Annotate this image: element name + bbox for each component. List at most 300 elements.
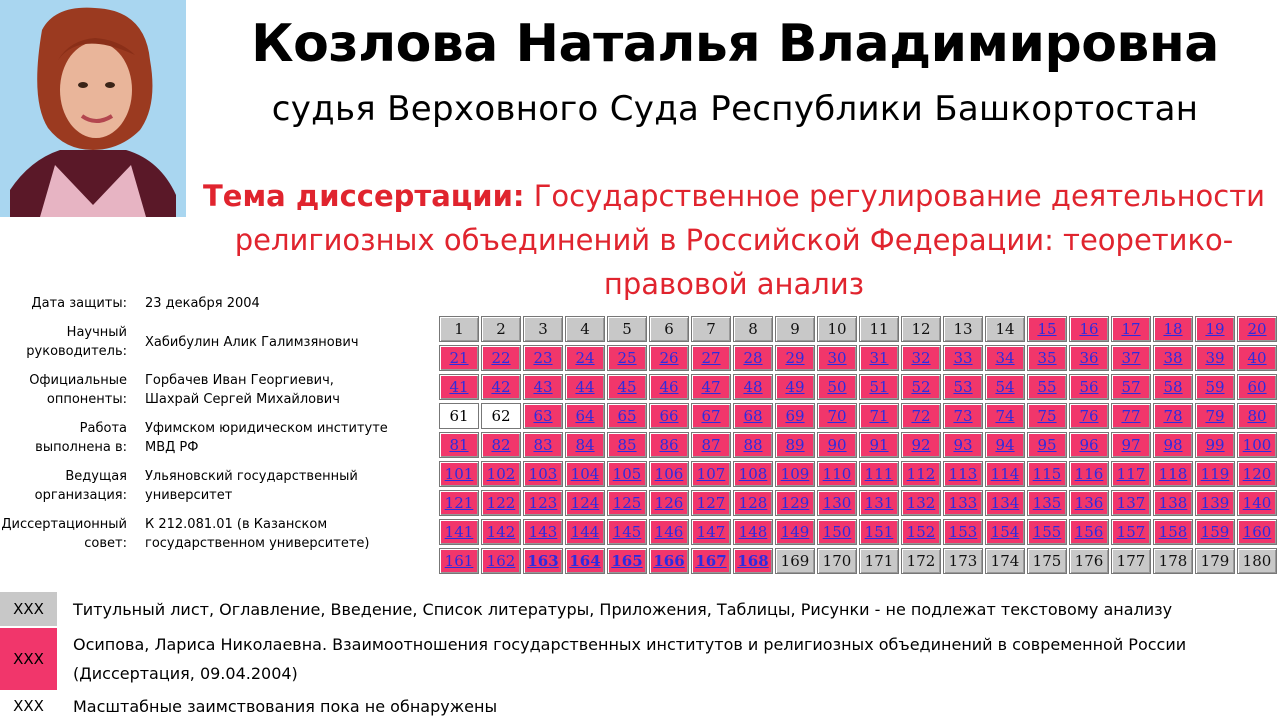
page-number: 95 (1037, 436, 1057, 454)
page-number: 86 (659, 436, 679, 454)
page-number: 69 (785, 407, 805, 425)
page-number: 168 (737, 552, 769, 570)
page-cell-16[interactable] (1069, 316, 1109, 342)
page-cell-157[interactable] (1111, 519, 1151, 545)
page-cell-103[interactable] (523, 461, 563, 487)
page-number: 7 (706, 320, 716, 338)
page-cell-46[interactable] (649, 374, 689, 400)
page-number: 133 (948, 494, 978, 512)
page-cell-115[interactable] (1027, 461, 1067, 487)
page-number: 91 (869, 436, 889, 454)
page-number: 97 (1121, 436, 1141, 454)
page-number: 23 (533, 349, 553, 367)
page-number: 6 (664, 320, 674, 338)
page-cell-72[interactable] (901, 403, 941, 429)
info-row-council (0, 510, 436, 558)
page-number: 113 (948, 465, 978, 483)
page-cell-79[interactable] (1195, 403, 1235, 429)
page-number: 35 (1037, 349, 1057, 367)
page-cell-60[interactable] (1237, 374, 1277, 400)
page-cell-40[interactable] (1237, 345, 1277, 371)
page-cell-45[interactable] (607, 374, 647, 400)
page-number: 99 (1205, 436, 1225, 454)
page-cell-149[interactable] (775, 519, 815, 545)
info-value: Ульяновский государственный университет (145, 469, 358, 503)
page-number: 110 (822, 465, 852, 483)
page-cell-150[interactable] (817, 519, 857, 545)
legend-row-source (0, 628, 1263, 690)
page-cell-30[interactable] (817, 345, 857, 371)
page-cell-108[interactable] (733, 461, 773, 487)
info-value: 23 декабря 2004 (145, 295, 260, 311)
page-number: 2 (496, 320, 506, 338)
page-cell-124[interactable] (565, 490, 605, 516)
page-number: 87 (701, 436, 721, 454)
page-number: 123 (528, 494, 558, 512)
page-number: 88 (743, 436, 763, 454)
page-number: 34 (995, 349, 1015, 367)
page-cell-140[interactable] (1237, 490, 1277, 516)
page-cell-159[interactable] (1195, 519, 1235, 545)
page-cell-54[interactable] (985, 374, 1025, 400)
page-number: 137 (1116, 494, 1146, 512)
page-cell-33[interactable] (943, 345, 983, 371)
page-cell-126[interactable] (649, 490, 689, 516)
page-cell-98[interactable] (1153, 432, 1193, 458)
page-cell-88[interactable] (733, 432, 773, 458)
page-cell-35[interactable] (1027, 345, 1067, 371)
page-number: 85 (617, 436, 637, 454)
page-cell-84[interactable] (565, 432, 605, 458)
page-number: 4 (580, 320, 590, 338)
page-cell-80[interactable] (1237, 403, 1277, 429)
page-cell-76[interactable] (1069, 403, 1109, 429)
page-cell-59[interactable] (1195, 374, 1235, 400)
page-number: 36 (1079, 349, 1099, 367)
page-number: 107 (696, 465, 726, 483)
page-number: 156 (1074, 523, 1104, 541)
page-number: 109 (780, 465, 810, 483)
page-cell-141[interactable] (439, 519, 479, 545)
page-cell-12 (901, 316, 941, 342)
page-cell-116[interactable] (1069, 461, 1109, 487)
page-cell-87[interactable] (691, 432, 731, 458)
page-cell-171 (859, 548, 899, 574)
page-cell-154[interactable] (985, 519, 1025, 545)
page-cell-92[interactable] (901, 432, 941, 458)
page-number: 75 (1037, 407, 1057, 425)
page-cell-172 (901, 548, 941, 574)
page-number: 149 (780, 523, 810, 541)
page-cell-18[interactable] (1153, 316, 1193, 342)
page-number: 111 (864, 465, 894, 483)
page-cell-128[interactable] (733, 490, 773, 516)
page-number: 148 (738, 523, 768, 541)
page-cell-78[interactable] (1153, 403, 1193, 429)
page-cell-65[interactable] (607, 403, 647, 429)
page-cell-144[interactable] (565, 519, 605, 545)
page-cell-137[interactable] (1111, 490, 1151, 516)
page-number: 21 (449, 349, 469, 367)
page-cell-94[interactable] (985, 432, 1025, 458)
page-cell-120[interactable] (1237, 461, 1277, 487)
page-number: 174 (990, 552, 1020, 570)
page-cell-42[interactable] (481, 374, 521, 400)
page-number: 46 (659, 378, 679, 396)
page-cell-34[interactable] (985, 345, 1025, 371)
dissertation-info (0, 288, 436, 558)
page-number: 175 (1032, 552, 1062, 570)
page-cell-96[interactable] (1069, 432, 1109, 458)
legend-swatch: XXX (0, 628, 57, 690)
page-cell-102[interactable] (481, 461, 521, 487)
page-number: 5 (622, 320, 632, 338)
page-number: 114 (990, 465, 1020, 483)
page-number: 146 (654, 523, 684, 541)
page-cell-163[interactable] (523, 548, 563, 574)
page-cell-175 (1027, 548, 1067, 574)
info-label: Работа выполнена в: (35, 421, 127, 455)
page-cell-19[interactable] (1195, 316, 1235, 342)
page-cell-86[interactable] (649, 432, 689, 458)
page-cell-153[interactable] (943, 519, 983, 545)
info-label: Ведущая организация: (34, 469, 127, 503)
page-number: 37 (1121, 349, 1141, 367)
page-number: 167 (695, 552, 727, 570)
page-number: 130 (822, 494, 852, 512)
page-number: 73 (953, 407, 973, 425)
page-cell-89[interactable] (775, 432, 815, 458)
page-cell-131[interactable] (859, 490, 899, 516)
page-number: 126 (654, 494, 684, 512)
page-cell-27[interactable] (691, 345, 731, 371)
page-number: 131 (864, 494, 894, 512)
page-cell-38[interactable] (1153, 345, 1193, 371)
page-cell-68[interactable] (733, 403, 773, 429)
page-cell-24[interactable] (565, 345, 605, 371)
page-number: 96 (1079, 436, 1099, 454)
page-cell-161[interactable] (439, 548, 479, 574)
page-cell-36[interactable] (1069, 345, 1109, 371)
page-cell-10 (817, 316, 857, 342)
page-number: 103 (528, 465, 558, 483)
page-number: 162 (486, 552, 516, 570)
legend-text: Титульный лист, Оглавление, Введение, Список литературы, Приложения, Таблицы, Рисунки - не подлежат текстовому анализу (73, 599, 1173, 619)
page-number: 105 (612, 465, 642, 483)
page-number: 18 (1163, 320, 1183, 338)
page-number: 60 (1247, 378, 1267, 396)
page-cell-151[interactable] (859, 519, 899, 545)
page-number: 125 (612, 494, 642, 512)
page-cell-69[interactable] (775, 403, 815, 429)
page-cell-143[interactable] (523, 519, 563, 545)
page-number: 31 (869, 349, 889, 367)
legend-text: Масштабные заимствования пока не обнаружены (73, 696, 498, 716)
page-cell-110[interactable] (817, 461, 857, 487)
page-cell-136[interactable] (1069, 490, 1109, 516)
page-cell-101[interactable] (439, 461, 479, 487)
page-number: 115 (1032, 465, 1062, 483)
page-cell-52[interactable] (901, 374, 941, 400)
page-number: 22 (491, 349, 511, 367)
page-number: 9 (790, 320, 800, 338)
page-number: 122 (486, 494, 516, 512)
page-number: 15 (1037, 320, 1057, 338)
page-cell-100[interactable] (1237, 432, 1277, 458)
page-cell-29[interactable] (775, 345, 815, 371)
page-cell-64[interactable] (565, 403, 605, 429)
page-number: 144 (570, 523, 600, 541)
page-cell-104[interactable] (565, 461, 605, 487)
page-cell-122[interactable] (481, 490, 521, 516)
page-cell-152[interactable] (901, 519, 941, 545)
page-number: 177 (1116, 552, 1146, 570)
page-number: 147 (696, 523, 726, 541)
page-number: 120 (1242, 465, 1272, 483)
page-cell-111[interactable] (859, 461, 899, 487)
page-number: 29 (785, 349, 805, 367)
dissertation-topic (198, 174, 1270, 306)
person-position: судья Верховного Суда Республики Башкортостан (271, 89, 1199, 129)
page-cell-32[interactable] (901, 345, 941, 371)
page-number: 129 (780, 494, 810, 512)
page-number: 104 (570, 465, 600, 483)
page-number: 72 (911, 407, 931, 425)
page-cell-5 (607, 316, 647, 342)
page-number: 43 (533, 378, 553, 396)
page-cell-113[interactable] (943, 461, 983, 487)
page-cell-25[interactable] (607, 345, 647, 371)
page-cell-138[interactable] (1153, 490, 1193, 516)
page-number: 26 (659, 349, 679, 367)
info-label: Диссертационный совет: (1, 517, 127, 551)
page-number: 136 (1074, 494, 1104, 512)
page-cell-176 (1069, 548, 1109, 574)
page-cell-63[interactable] (523, 403, 563, 429)
page-cell-17[interactable] (1111, 316, 1151, 342)
page-cell-57[interactable] (1111, 374, 1151, 400)
page-number: 70 (827, 407, 847, 425)
page-number: 61 (449, 407, 469, 425)
page-number: 132 (906, 494, 936, 512)
page-cell-85[interactable] (607, 432, 647, 458)
page-cell-75[interactable] (1027, 403, 1067, 429)
page-number: 172 (906, 552, 936, 570)
page-cell-139[interactable] (1195, 490, 1235, 516)
page-cell-155[interactable] (1027, 519, 1067, 545)
page-number: 101 (444, 465, 474, 483)
page-number: 89 (785, 436, 805, 454)
info-value: Хабибулин Алик Галимзянович (145, 334, 359, 350)
page-number: 42 (491, 378, 511, 396)
page-number: 39 (1205, 349, 1225, 367)
page-cell-147[interactable] (691, 519, 731, 545)
topic-text: Государственное регулирование деятельности религиозных объединений в Российской Федерации: теоретико-правовой анализ (234, 179, 1265, 301)
page-cell-82[interactable] (481, 432, 521, 458)
page-cell-145[interactable] (607, 519, 647, 545)
page-cell-121[interactable] (439, 490, 479, 516)
page-cell-55[interactable] (1027, 374, 1067, 400)
page-number: 19 (1205, 320, 1225, 338)
page-number: 121 (444, 494, 474, 512)
page-cell-118[interactable] (1153, 461, 1193, 487)
page-cell-56[interactable] (1069, 374, 1109, 400)
page-cell-99[interactable] (1195, 432, 1235, 458)
page-cell-164[interactable] (565, 548, 605, 574)
page-cell-106[interactable] (649, 461, 689, 487)
page-cell-156[interactable] (1069, 519, 1109, 545)
page-cell-26[interactable] (649, 345, 689, 371)
info-label: Официальные оппоненты: (29, 373, 127, 407)
page-cell-123[interactable] (523, 490, 563, 516)
page-number: 12 (911, 320, 931, 338)
page-cell-41[interactable] (439, 374, 479, 400)
page-number: 24 (575, 349, 595, 367)
page-cell-132[interactable] (901, 490, 941, 516)
page-cell-133[interactable] (943, 490, 983, 516)
page-number: 49 (785, 378, 805, 396)
page-cell-166[interactable] (649, 548, 689, 574)
topic-label: Тема диссертации: (203, 179, 525, 213)
page-cell-125[interactable] (607, 490, 647, 516)
page-cell-146[interactable] (649, 519, 689, 545)
page-number: 138 (1158, 494, 1188, 512)
page-cell-61 (439, 403, 479, 429)
page-cell-53[interactable] (943, 374, 983, 400)
page-number: 14 (995, 320, 1015, 338)
page-number: 48 (743, 378, 763, 396)
page-cell-114[interactable] (985, 461, 1025, 487)
page-cell-173 (943, 548, 983, 574)
page-cell-158[interactable] (1153, 519, 1193, 545)
page-cell-22[interactable] (481, 345, 521, 371)
page-number: 139 (1200, 494, 1230, 512)
page-cell-90[interactable] (817, 432, 857, 458)
page-number: 158 (1158, 523, 1188, 541)
page-number: 76 (1079, 407, 1099, 425)
page-cell-165[interactable] (607, 548, 647, 574)
page-cell-83[interactable] (523, 432, 563, 458)
page-number: 13 (953, 320, 973, 338)
page-number: 108 (738, 465, 768, 483)
page-number: 92 (911, 436, 931, 454)
page-number: 3 (538, 320, 548, 338)
page-cell-148[interactable] (733, 519, 773, 545)
page-cell-71[interactable] (859, 403, 899, 429)
page-number: 10 (827, 320, 847, 338)
page-number: 93 (953, 436, 973, 454)
page-cell-66[interactable] (649, 403, 689, 429)
page-cell-178 (1153, 548, 1193, 574)
page-cell-142[interactable] (481, 519, 521, 545)
page-number: 54 (995, 378, 1015, 396)
page-cell-130[interactable] (817, 490, 857, 516)
page-cell-44[interactable] (565, 374, 605, 400)
page-cell-167[interactable] (691, 548, 731, 574)
page-number: 98 (1163, 436, 1183, 454)
page-cell-9 (775, 316, 815, 342)
page-cell-97[interactable] (1111, 432, 1151, 458)
page-cell-177 (1111, 548, 1151, 574)
page-cell-48[interactable] (733, 374, 773, 400)
page-cell-160[interactable] (1237, 519, 1277, 545)
page-cell-135[interactable] (1027, 490, 1067, 516)
page-cell-74[interactable] (985, 403, 1025, 429)
page-number: 28 (743, 349, 763, 367)
page-number: 164 (569, 552, 601, 570)
page-cell-129[interactable] (775, 490, 815, 516)
legend-row-original (0, 693, 1263, 719)
page-cell-67[interactable] (691, 403, 731, 429)
page-cell-14 (985, 316, 1025, 342)
page-cell-49[interactable] (775, 374, 815, 400)
page-cell-37[interactable] (1111, 345, 1151, 371)
info-row-leading-org (0, 462, 436, 510)
page-number: 64 (575, 407, 595, 425)
page-cell-107[interactable] (691, 461, 731, 487)
page-number: 78 (1163, 407, 1183, 425)
page-cell-51[interactable] (859, 374, 899, 400)
page-cell-117[interactable] (1111, 461, 1151, 487)
page-cell-23[interactable] (523, 345, 563, 371)
page-number: 180 (1242, 552, 1272, 570)
page-number: 67 (701, 407, 721, 425)
page-number: 16 (1079, 320, 1099, 338)
page-cell-28[interactable] (733, 345, 773, 371)
page-cell-20[interactable] (1237, 316, 1277, 342)
page-cell-91[interactable] (859, 432, 899, 458)
page-cell-81[interactable] (439, 432, 479, 458)
page-cell-134[interactable] (985, 490, 1025, 516)
page-cell-73[interactable] (943, 403, 983, 429)
page-cell-39[interactable] (1195, 345, 1235, 371)
page-cell-109[interactable] (775, 461, 815, 487)
page-cell-119[interactable] (1195, 461, 1235, 487)
page-number: 77 (1121, 407, 1141, 425)
page-number: 112 (906, 465, 936, 483)
page-number: 153 (948, 523, 978, 541)
page-cell-170 (817, 548, 857, 574)
page-cell-162[interactable] (481, 548, 521, 574)
page-cell-105[interactable] (607, 461, 647, 487)
page-number: 128 (738, 494, 768, 512)
page-cell-62 (481, 403, 521, 429)
page-cell-112[interactable] (901, 461, 941, 487)
page-number: 25 (617, 349, 637, 367)
page-number: 171 (864, 552, 894, 570)
info-value: К 212.081.01 (в Казанском государственном университете) (145, 517, 370, 551)
page-cell-70[interactable] (817, 403, 857, 429)
page-cell-77[interactable] (1111, 403, 1151, 429)
page-cell-93[interactable] (943, 432, 983, 458)
page-cell-43[interactable] (523, 374, 563, 400)
page-cell-127[interactable] (691, 490, 731, 516)
page-number: 161 (444, 552, 474, 570)
page-cell-31[interactable] (859, 345, 899, 371)
page-cell-179 (1195, 548, 1235, 574)
page-cell-50[interactable] (817, 374, 857, 400)
page-cell-6 (649, 316, 689, 342)
page-number: 155 (1032, 523, 1062, 541)
page-number: 169 (780, 552, 810, 570)
page-cell-95[interactable] (1027, 432, 1067, 458)
page-cell-168[interactable] (733, 548, 773, 574)
page-cell-58[interactable] (1153, 374, 1193, 400)
page-cell-21[interactable] (439, 345, 479, 371)
page-number: 33 (953, 349, 973, 367)
page-cell-15[interactable] (1027, 316, 1067, 342)
page-cell-47[interactable] (691, 374, 731, 400)
